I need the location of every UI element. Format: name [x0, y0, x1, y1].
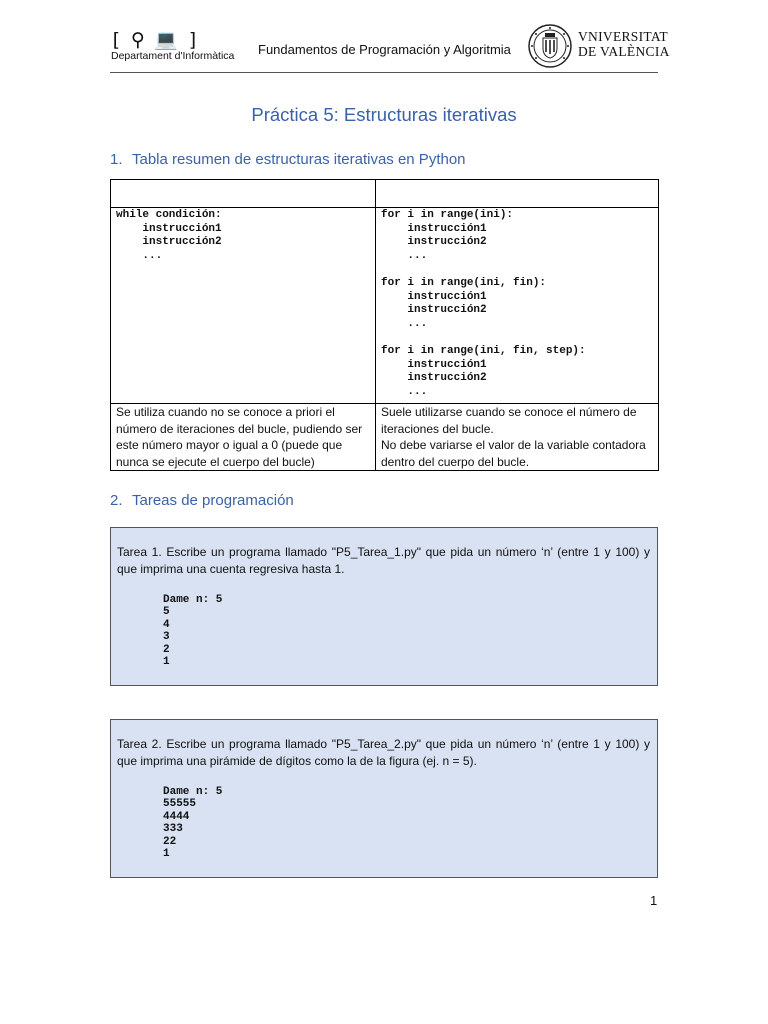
- university-name-line1: VNIVERSITAT: [578, 29, 668, 44]
- header-divider: [110, 72, 658, 73]
- university-logo: [528, 24, 670, 70]
- task-2-box: [110, 719, 658, 878]
- department-name: Departament d'Informàtica: [111, 50, 235, 62]
- task-1-box: [110, 527, 658, 686]
- table-header-while: [111, 180, 376, 208]
- for-description: [376, 404, 659, 471]
- course-title: Fundamentos de Programación y Algoritmia: [258, 42, 511, 57]
- task-2-sample-output: Dame n: 5 55555 4444 333 22 1: [163, 786, 223, 861]
- document-title: Práctica 5: Estructuras iterativas: [251, 104, 517, 125]
- table-header-row: [111, 180, 659, 208]
- department-logo: [110, 28, 240, 68]
- section-2-number: 2.: [110, 492, 123, 509]
- for-description-line1: Suele utilizarse cuando se conoce el número de iteraciones del bucle.: [381, 405, 637, 436]
- section-1-heading: [110, 151, 466, 168]
- section-1-number: 1.: [110, 151, 123, 168]
- section-2-title: Tareas de programación: [132, 492, 294, 509]
- page-number: 1: [650, 893, 658, 908]
- task-2-statement: Tarea 2. Escribe un programa llamado "P5_Tarea_2.py" que pida un número ‘n’ (entre 1 y 100) y que imprima una pirámide de dígitos como la de la figura (ej. n = 5).: [117, 737, 650, 768]
- task-1-sample-output: Dame n: 5 5 4 3 2 1: [163, 594, 223, 669]
- iteration-summary-table: [110, 179, 659, 471]
- university-name: [578, 29, 670, 59]
- task-1-statement: Tarea 1. Escribe un programa llamado "P5_Tarea_1.py" que pida un número ‘n’ (entre 1 y 100) y que imprima una cuenta regresiva hasta 1.: [117, 545, 650, 576]
- department-logo-mark: [ ⚲ 💻 ]: [110, 29, 198, 51]
- for-description-line2: No debe variarse el valor de la variable contadora dentro del cuerpo del bucle.: [381, 438, 646, 469]
- section-1-title: Tabla resumen de estructuras iterativas en Python: [132, 151, 466, 168]
- university-seal-icon: [528, 24, 572, 68]
- table-code-row: [111, 208, 659, 404]
- for-syntax-code: for i in range(ini): instrucción1 instrucción2 ... for i in range(ini, fin): instrucción1 instrucción2 ... for i in range(ini, fin, step): instrucción1 instrucción2 ...: [381, 209, 586, 398]
- while-syntax-code: while condición: instrucción1 instrucción2 ...: [116, 209, 222, 262]
- table-header-for: [376, 180, 659, 208]
- university-name-line2: DE VALÈNCIA: [578, 44, 670, 59]
- while-description: Se utiliza cuando no se conoce a priori el número de iteraciones del bucle, pudiendo ser este número mayor o igual a 0 (puede que nunca se ejecute el cuerpo del bucle): [111, 404, 376, 471]
- table-description-row: [111, 404, 659, 471]
- while-syntax-cell: [111, 208, 376, 404]
- section-2-heading: [110, 492, 294, 509]
- for-syntax-cell: [376, 208, 659, 404]
